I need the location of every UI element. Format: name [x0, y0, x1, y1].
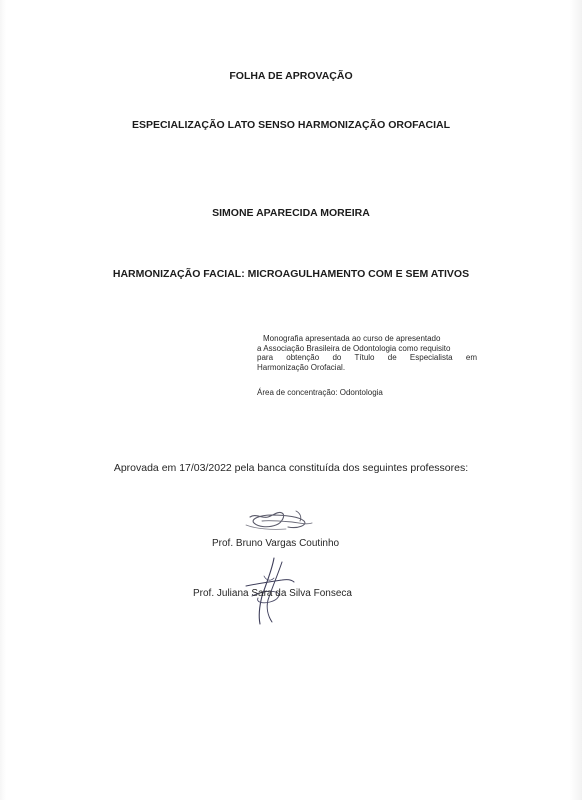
author-name: SIMONE APARECIDA MOREIRA	[212, 207, 370, 219]
professor-name: Prof. Bruno Vargas Coutinho	[212, 538, 340, 549]
description-line: a Associação Brasileira de Odontologia como requisito	[257, 343, 451, 353]
description-line: Harmonização Orofacial.	[257, 362, 346, 372]
description-line: Monografia apresentada ao curso de apresentado	[263, 334, 441, 343]
description-line: para obtenção do Título de Especialista em	[257, 353, 477, 363]
approval-statement: Aprovada em 17/03/2022 pela banca constituída dos seguintes professores:	[113, 462, 469, 474]
page-title: FOLHA DE APROVAÇÃO	[229, 70, 353, 82]
professor-name: Prof. Juliana Sara da Silva Fonseca	[193, 588, 352, 599]
signature-image-1	[242, 503, 322, 537]
thesis-description	[257, 334, 477, 372]
thesis-title: HARMONIZAÇÃO FACIAL: MICROAGULHAMENTO COM E SEM ATIVOS	[112, 268, 470, 280]
course-name: ESPECIALIZAÇÃO LATO SENSO HARMONIZAÇÃO OROFACIAL	[131, 119, 451, 131]
concentration-area: Área de concentração: Odontologia	[257, 388, 383, 397]
